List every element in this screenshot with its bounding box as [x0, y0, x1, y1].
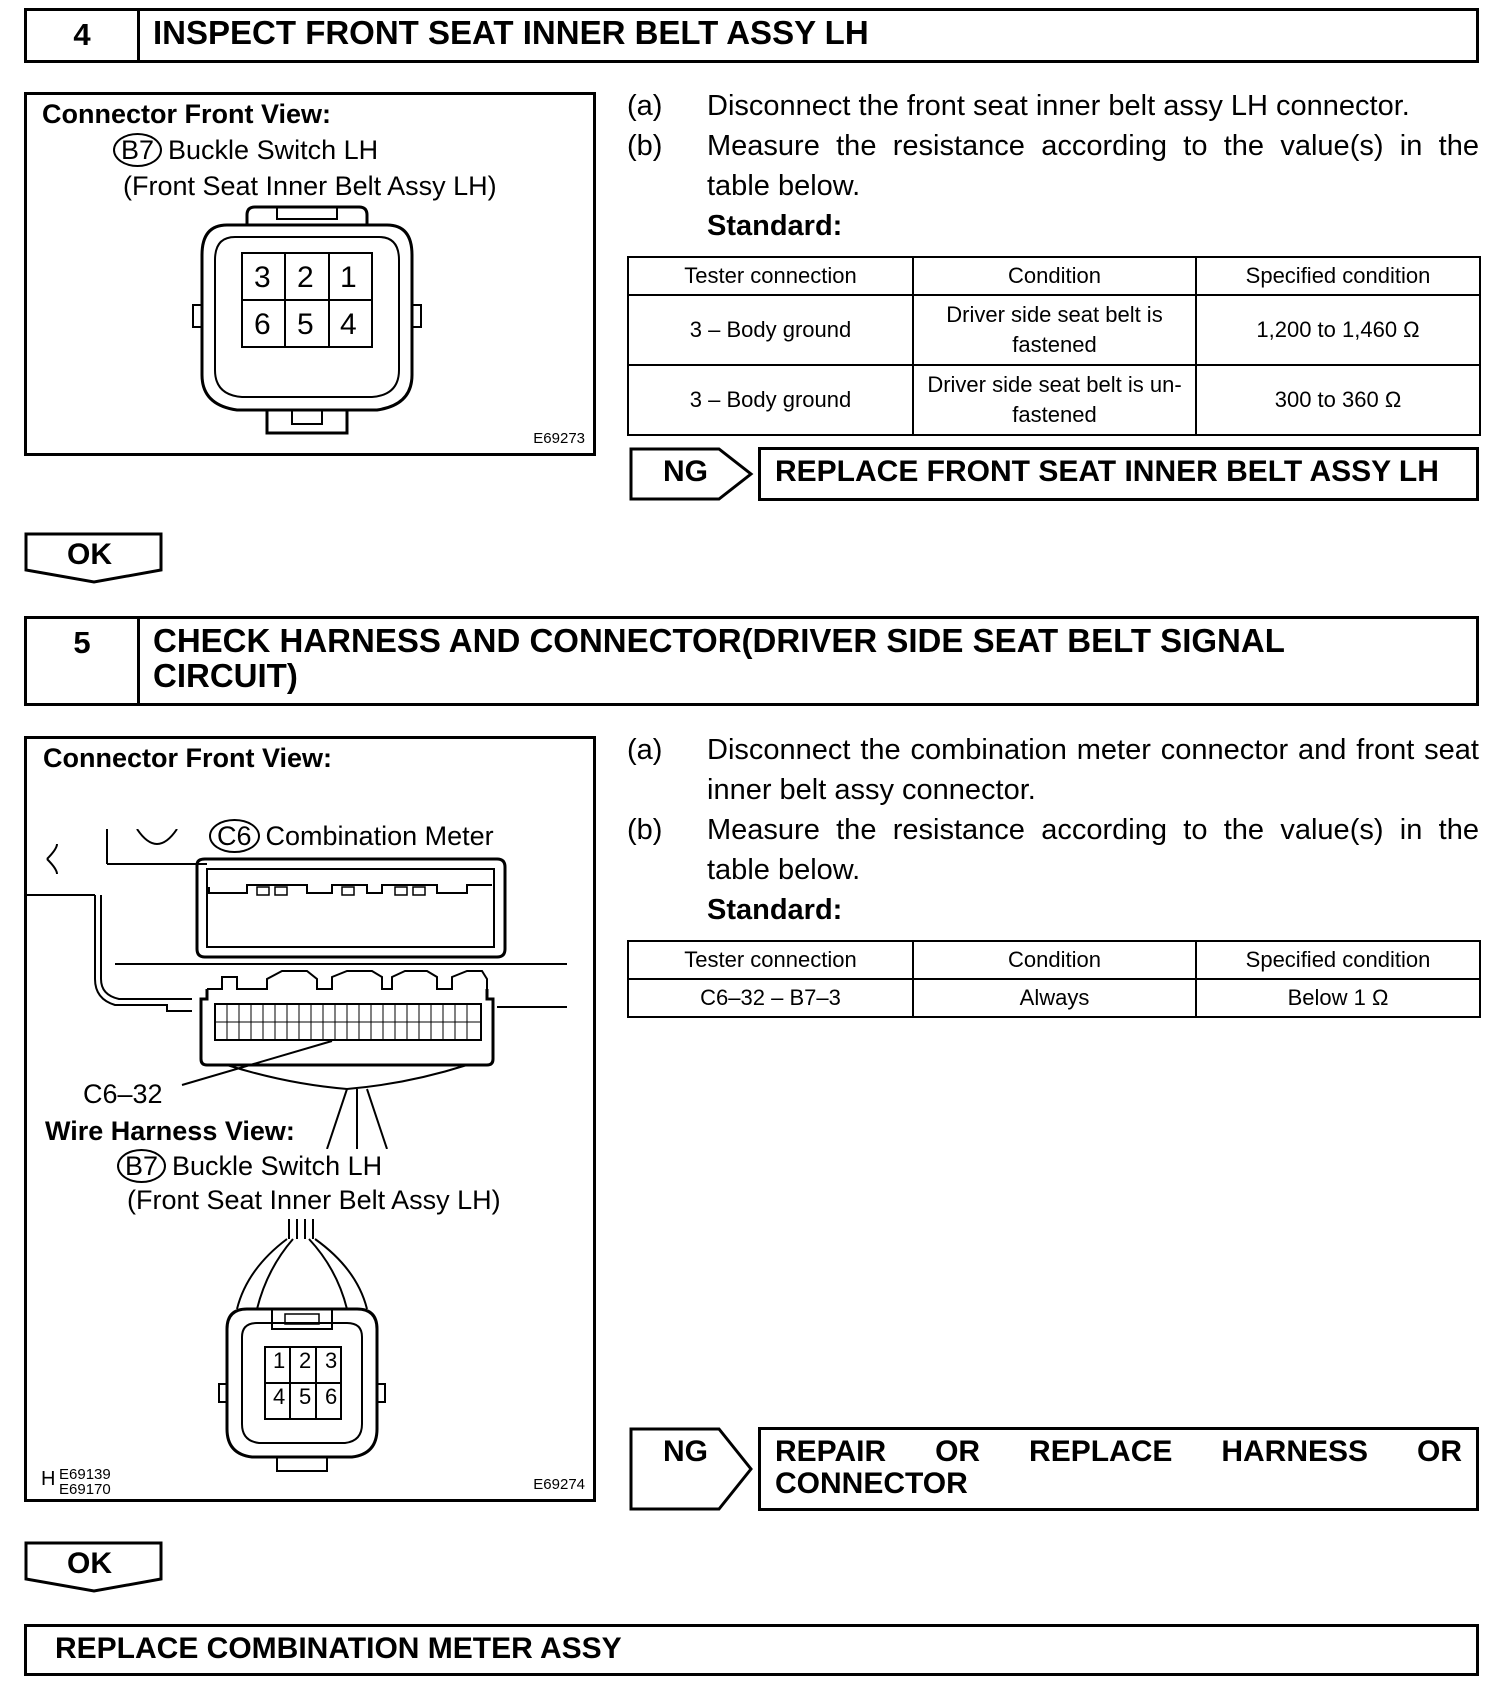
figure-prefix: H — [41, 1468, 56, 1490]
connector-figure-step4 — [24, 92, 596, 456]
instruction-a: (a) Disconnect the combination meter connector and front seat inner belt assy connector. — [627, 734, 1479, 806]
pin-1: 1 — [273, 1348, 286, 1373]
figure-heading: Connector Front View: — [42, 99, 332, 129]
connector-name: B7 Buckle Switch LH — [117, 1149, 382, 1183]
step4-instructions — [627, 86, 1479, 246]
figure-id: E69274 — [533, 1476, 585, 1493]
header-specified: Specified condition — [1196, 941, 1480, 979]
step5-instructions — [627, 730, 1479, 930]
ng-arrow-step4 — [629, 447, 755, 501]
table-row: 3 – Body ground Driver side seat belt is fastened 1,200 to 1,460 Ω — [628, 295, 1480, 365]
step-title: CHECK HARNESS AND CONNECTOR(DRIVER SIDE SEAT BELT SIGNAL CIRCUIT) — [153, 622, 1285, 694]
pin-5: 5 — [297, 308, 314, 341]
connector-desc: (Front Seat Inner Belt Assy LH) — [127, 1185, 501, 1215]
step-4-header — [24, 8, 1479, 63]
meter-connector-code: C6 — [209, 819, 260, 853]
ok-label: OK — [67, 538, 112, 571]
instruction-a: (a) Disconnect the front seat inner belt assy LH connector. — [627, 90, 1410, 122]
pin-1: 1 — [340, 261, 357, 294]
step-number: 5 — [27, 619, 140, 703]
final-action-title: REPLACE COMBINATION METER ASSY — [55, 1632, 622, 1665]
pin-4: 4 — [273, 1384, 286, 1409]
ng-action-step5: REPAIR OR REPLACE HARNESS OR CONNECTOR — [758, 1427, 1479, 1511]
table-row: C6–32 – B7–3 Always Below 1 Ω — [628, 979, 1480, 1017]
ok-arrow-step5 — [24, 1541, 164, 1593]
standard-label: Standard: — [707, 210, 843, 242]
terminal-label: C6–32 — [83, 1079, 163, 1109]
connector-figure-step5 — [24, 736, 596, 1502]
figure-id: E69273 — [533, 430, 585, 447]
pin-5: 5 — [299, 1384, 312, 1409]
instruction-b: (b) Measure the resistance according to the value(s) in the table below. — [627, 814, 1479, 886]
ok-arrow-step4 — [24, 532, 164, 584]
pin-6: 6 — [325, 1384, 338, 1409]
spec-table-step4 — [627, 256, 1481, 436]
header-specified: Specified condition — [1196, 257, 1480, 295]
pin-3: 3 — [325, 1348, 338, 1373]
meter-connector-name: C6 Combination Meter — [209, 819, 494, 853]
ok-label: OK — [67, 1547, 112, 1580]
terminal-grid — [227, 1004, 467, 1040]
step-title: INSPECT FRONT SEAT INNER BELT ASSY LH — [153, 14, 869, 51]
pin-2: 2 — [299, 1348, 312, 1373]
header-tester: Tester connection — [628, 941, 913, 979]
header-condition: Condition — [913, 941, 1196, 979]
step-number: 4 — [27, 11, 140, 60]
ng-label: NG — [663, 1435, 708, 1468]
ng-action-step4: REPLACE FRONT SEAT INNER BELT ASSY LH — [758, 447, 1479, 501]
instruction-b: (b) Measure the resistance according to the value(s) in the table below. — [627, 130, 1479, 202]
final-action-box — [24, 1624, 1479, 1676]
figure-id-left-1: E69139 — [59, 1466, 111, 1483]
pin-4: 4 — [340, 308, 357, 341]
table-row: 3 – Body ground Driver side seat belt is un-fastened 300 to 360 Ω — [628, 365, 1480, 435]
step-5-header — [24, 616, 1479, 706]
standard-label: Standard: — [707, 894, 843, 926]
pin-2: 2 — [297, 261, 314, 294]
connector-name: B7 Buckle Switch LH — [113, 133, 378, 167]
ng-arrow-step5 — [629, 1427, 755, 1511]
pin-3: 3 — [254, 261, 271, 294]
header-tester: Tester connection — [628, 257, 913, 295]
spec-table-step5 — [627, 940, 1481, 1018]
connector-desc: (Front Seat Inner Belt Assy LH) — [123, 171, 497, 201]
figure-id-left-2: E69170 — [59, 1481, 111, 1498]
header-condition: Condition — [913, 257, 1196, 295]
pin-6: 6 — [254, 308, 271, 341]
connector-code: B7 — [113, 133, 162, 167]
harness-heading: Wire Harness View: — [45, 1116, 295, 1146]
figure-heading: Connector Front View: — [43, 743, 333, 773]
ng-label: NG — [663, 455, 708, 488]
connector-code: B7 — [117, 1149, 166, 1183]
